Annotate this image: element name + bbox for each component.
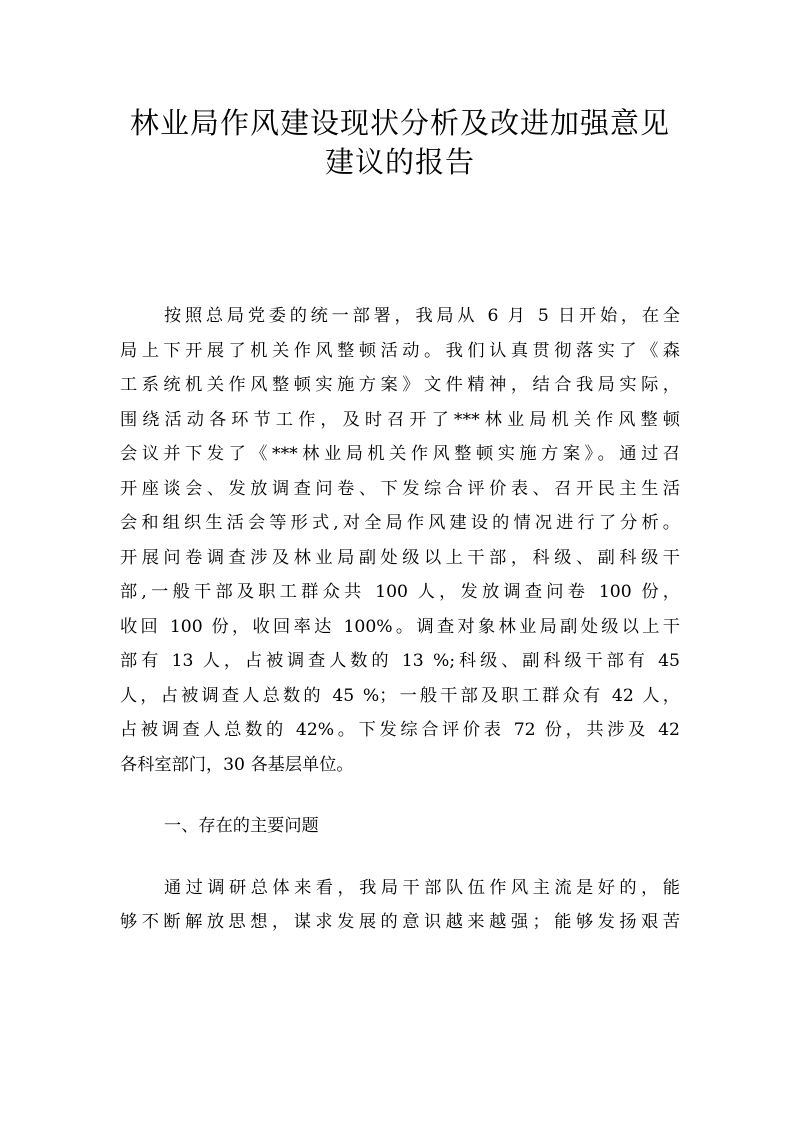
paragraph-line: 收回 100 份，收回率达 100%。调查对象林业局副处级以上干 bbox=[120, 616, 680, 637]
paragraph-line: 部有 13 人，占被调查人数的 13 %;科级、副科级干部有 45 bbox=[120, 651, 680, 671]
paragraph-line: 工系统机关作风整顿实施方案》文件精神，结合我局实际， bbox=[120, 375, 680, 395]
section-heading: 一、存在的主要问题 bbox=[164, 816, 319, 836]
paragraph-line: 按照总局党委的统一部署，我局从 6 月 5 日开始，在全 bbox=[164, 306, 680, 326]
paragraph-line: 够不断解放思想，谋求发展的意识越来越强；能够发扬艰苦 bbox=[120, 912, 680, 932]
paragraph-line: 开座谈会、发放调查问卷、下发综合评价表、召开民主生活 bbox=[120, 478, 680, 499]
document-title-line-1: 林业局作风建设现状分析及改进加强意见 bbox=[129, 106, 670, 140]
paragraph-line: 开展问卷调查涉及林业局副处级以上干部，科级、副科级干 bbox=[120, 547, 680, 568]
paragraph-line: 通过调研总体来看，我局干部队伍作风主流是好的，能 bbox=[164, 877, 680, 898]
paragraph-line: 人，占被调查人总数的 45 %；一般干部及职工群众有 42 人， bbox=[120, 685, 680, 706]
document-title-line-2: 建议的报告 bbox=[324, 145, 475, 179]
paragraph-line: 局上下开展了机关作风整顿活动。我们认真贯彻落实了《森 bbox=[120, 340, 680, 361]
paragraph-line: 占被调查人总数的 42%。下发综合评价表 72 份，共涉及 42 bbox=[120, 720, 680, 740]
paragraph-1 bbox=[120, 299, 680, 782]
paragraph-line: 围绕活动各环节工作，及时召开了***林业局机关作风整顿 bbox=[120, 409, 680, 430]
paragraph-line: 各科室部门，30 各基层单位。 bbox=[120, 754, 354, 775]
paragraph-line: 会议并下发了《***林业局机关作风整顿实施方案》。通过召 bbox=[120, 444, 680, 464]
paragraph-line: 部,一般干部及职工群众共 100 人，发放调查问卷 100 份， bbox=[120, 582, 680, 602]
paragraph-line: 会和组织生活会等形式,对全局作风建设的情况进行了分析。 bbox=[120, 513, 680, 533]
paragraph-2 bbox=[120, 871, 680, 940]
document-body bbox=[120, 299, 680, 940]
